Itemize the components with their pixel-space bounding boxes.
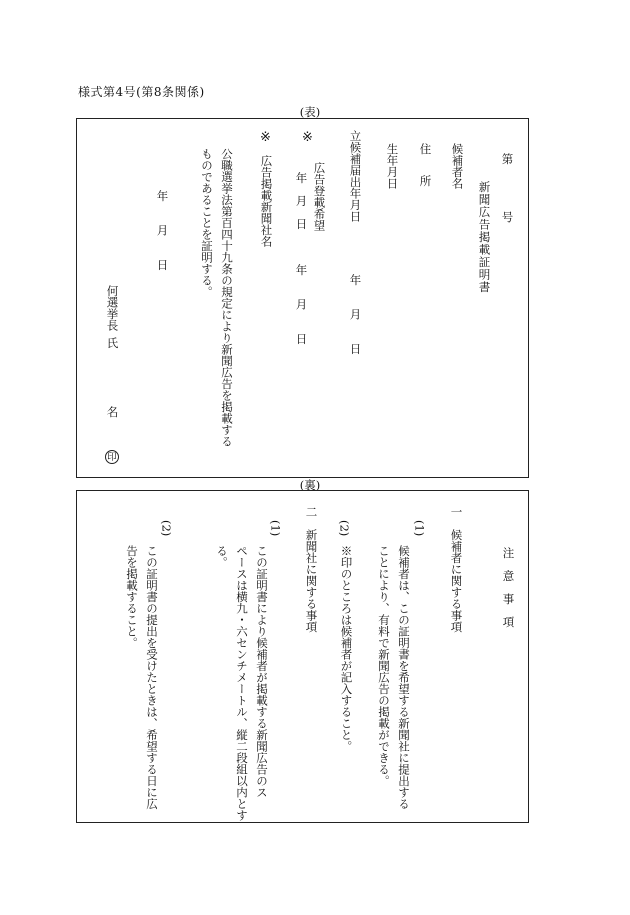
certification-statement bbox=[197, 148, 237, 447]
candidate-name-label: 候補者名 bbox=[450, 143, 465, 189]
address-label-char2: 所 bbox=[418, 175, 433, 187]
note-mark-2: ※ bbox=[258, 130, 273, 145]
section-2-heading: 二 新聞社に関する事項 bbox=[304, 506, 319, 633]
item-2-2-number: (2) bbox=[159, 520, 174, 537]
desired-date-label: 広告登載希望 bbox=[312, 162, 327, 231]
item-2-2-text bbox=[122, 545, 162, 810]
filing-date-label: 立候補届出年月日 bbox=[348, 130, 363, 222]
back-side-label: (裏) bbox=[299, 478, 321, 492]
certificate-back-panel bbox=[76, 490, 529, 823]
item-1-2-text: ※印のところは候補者が記入すること。 bbox=[339, 545, 354, 752]
item-2-1-line-2: ペースは横九・六センチメートル、縦二段組以内とす bbox=[235, 545, 249, 821]
form-number: 様式第4号(第8条関係) bbox=[78, 85, 205, 99]
item-2-1-number: (1) bbox=[268, 520, 283, 537]
issue-date-fields: 年 月 日 bbox=[155, 190, 170, 271]
certificate-title: 新聞広告掲載証明書 bbox=[477, 181, 492, 294]
election-chief-name-label: 氏 名 bbox=[105, 337, 120, 418]
front-side-label: (表) bbox=[299, 105, 321, 119]
birthdate-label: 生年月日 bbox=[385, 143, 400, 189]
filing-date-fields: 年 月 日 bbox=[348, 274, 363, 355]
section-1-heading: 一 候補者に関する事項 bbox=[449, 506, 464, 633]
election-chief-label: 何選挙長 bbox=[105, 285, 120, 331]
seal-mark: 印 bbox=[105, 450, 119, 464]
number-char-1: 第 bbox=[500, 153, 515, 165]
item-2-2-line-1: この証明書の提出を受けたときは、希望する日に広 bbox=[145, 545, 159, 810]
item-2-1-line-3: る。 bbox=[215, 545, 229, 568]
desired-date-fields: 年 月 日 年 月 日 bbox=[294, 172, 309, 345]
item-1-1-line-1: 候補者は、この証明書を希望する新聞社に提出する bbox=[397, 545, 411, 810]
certificate-front-panel bbox=[76, 118, 529, 478]
notes-title: 注 意 事 項 bbox=[501, 547, 516, 628]
item-1-1-line-2: ことにより、有料で新聞広告の掲載ができる。 bbox=[377, 545, 391, 787]
item-1-1-number: (1) bbox=[412, 520, 427, 537]
newspaper-name-label: 広告掲載新聞社名 bbox=[259, 155, 274, 247]
item-1-2-number: (2) bbox=[337, 520, 352, 537]
certification-line-2: ものであることを証明する。 bbox=[200, 148, 214, 298]
item-2-2-line-2: 告を掲載すること。 bbox=[125, 545, 139, 649]
item-2-1-text bbox=[212, 545, 272, 821]
certification-line-1: 公職選挙法第百四十九条の規定により新聞広告を掲載する bbox=[220, 148, 234, 447]
number-char-2: 号 bbox=[500, 211, 515, 223]
item-2-1-line-1: この証明書により候補者が掲載する新聞広告のス bbox=[255, 545, 269, 798]
note-mark-1: ※ bbox=[300, 130, 315, 145]
item-1-1-text bbox=[374, 545, 414, 810]
address-label-char1: 住 bbox=[418, 143, 433, 155]
